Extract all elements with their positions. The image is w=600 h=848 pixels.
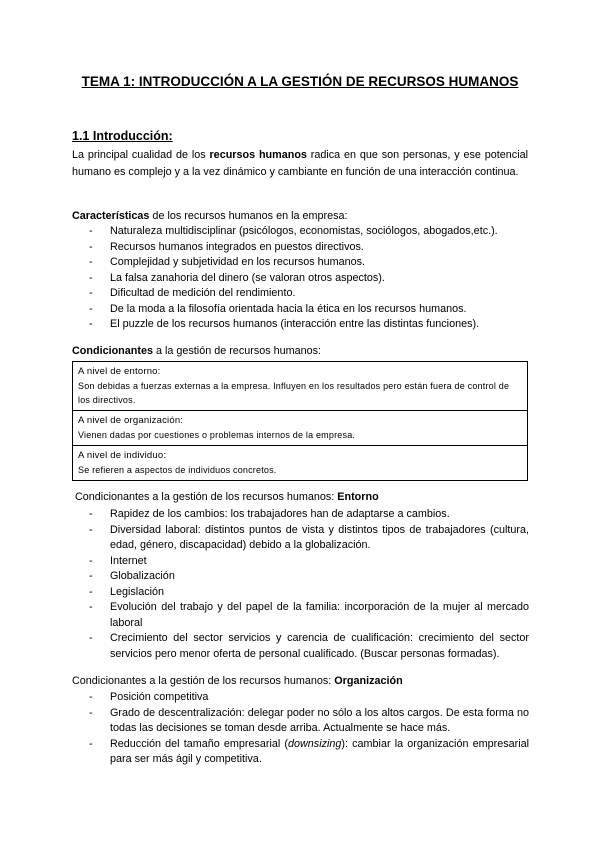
bold-text: Condicionantes xyxy=(72,345,153,357)
organizacion-heading xyxy=(72,675,403,687)
bold-text: Características xyxy=(72,210,150,222)
table-row xyxy=(73,411,528,446)
italic-text: downsizing xyxy=(288,737,342,750)
list-item: - El puzzle de los recursos humanos (interacción entre las distintas funciones). xyxy=(89,317,529,333)
table-cell xyxy=(73,362,528,411)
condicionantes-table xyxy=(72,361,528,481)
organizacion-list xyxy=(89,690,529,768)
list-item: - Internet xyxy=(89,554,529,570)
table-cell xyxy=(73,446,528,481)
list-item xyxy=(89,737,529,768)
list-item: - Legislación xyxy=(89,585,529,601)
text: a la gestión de recursos humanos: xyxy=(152,345,322,357)
entorno-heading xyxy=(75,491,379,503)
text: Reducción del tamaño empresarial ( xyxy=(110,737,288,750)
list-item: - Grado de descentralización: delegar poder no sólo a los altos cargos. De esta forma no todas las decisiones se toman desde arriba. Actualmente se hace más. xyxy=(89,706,529,737)
text: Condicionantes a la gestión de los recursos humanos: xyxy=(72,675,335,687)
list-item: - La falsa zanahoria del dinero (se valoran otros aspectos). xyxy=(89,271,529,287)
text: La principal cualidad de los xyxy=(72,149,210,161)
list-item: - Recursos humanos integrados en puestos directivos. xyxy=(89,240,529,256)
list-item: - Dificultad de medición del rendimiento. xyxy=(89,286,529,302)
table-row xyxy=(73,446,528,481)
bold-text: Entorno xyxy=(337,491,379,503)
entorno-list xyxy=(89,507,529,662)
document-title: TEMA 1: INTRODUCCIÓN A LA GESTIÓN DE RECURSOS HUMANOS xyxy=(81,74,519,89)
table-row xyxy=(73,362,528,411)
list-item: - Posición competitiva xyxy=(89,690,529,706)
cell-heading: A nivel de individuo: xyxy=(78,450,167,461)
text: ): cambiar la organización empresarial para ser más ágil y competitiva. xyxy=(110,737,530,765)
cell-heading: A nivel de entorno: xyxy=(78,366,161,377)
list-item: - Globalización xyxy=(89,569,529,585)
text: de los recursos humanos en la empresa: xyxy=(149,210,348,222)
section-heading: 1.1 Introducción: xyxy=(72,129,173,143)
cell-text: Se refieren a aspectos de individuos concretos. xyxy=(78,465,277,475)
list-item: - Diversidad laboral: distintos puntos de vista y distintos tipos de trabajadores (cultura, edad, género, discapacidad) debido a la globalización. xyxy=(89,523,529,554)
list-item: - Evolución del trabajo y del papel de la familia: incorporación de la mujer al mercado laboral xyxy=(89,600,529,631)
list-item: - Complejidad y subjetividad en los recursos humanos. xyxy=(89,255,529,271)
caracteristicas-heading xyxy=(72,210,347,222)
list-item: - Crecimiento del sector servicios y carencia de cualificación: crecimiento del sector servicios pero menor oferta de personal cualificado. (Buscar personas formadas). xyxy=(89,631,529,662)
bold-text: recursos humanos xyxy=(209,149,307,161)
intro-paragraph xyxy=(72,147,528,181)
condicionantes-heading xyxy=(72,345,321,357)
text: Condicionantes a la gestión de los recursos humanos: xyxy=(75,491,338,503)
cell-text: Vienen dadas por cuestiones o problemas internos de la empresa. xyxy=(78,430,356,440)
cell-text: Son debidas a fuerzas externas a la empresa. Influyen en los resultados pero están fuera de control de los directivos. xyxy=(78,381,510,405)
list-item: - De la moda a la filosofía orientada hacia la ética en los recursos humanos. xyxy=(89,302,529,318)
table-cell xyxy=(73,411,528,446)
list-item: - Naturaleza multidisciplinar (psicólogos, economistas, sociólogos, abogados,etc.). xyxy=(89,224,529,240)
list-item: - Rapidez de los cambios: los trabajadores han de adaptarse a cambios. xyxy=(89,507,529,523)
text: radica en que son personas, y ese potencial humano es complejo y a la vez dinámico y cambiante en función de una interacción continua. xyxy=(72,149,528,178)
cell-heading: A nivel de organización: xyxy=(78,415,184,426)
caracteristicas-list xyxy=(89,224,529,333)
bold-text: Organización xyxy=(334,675,403,687)
